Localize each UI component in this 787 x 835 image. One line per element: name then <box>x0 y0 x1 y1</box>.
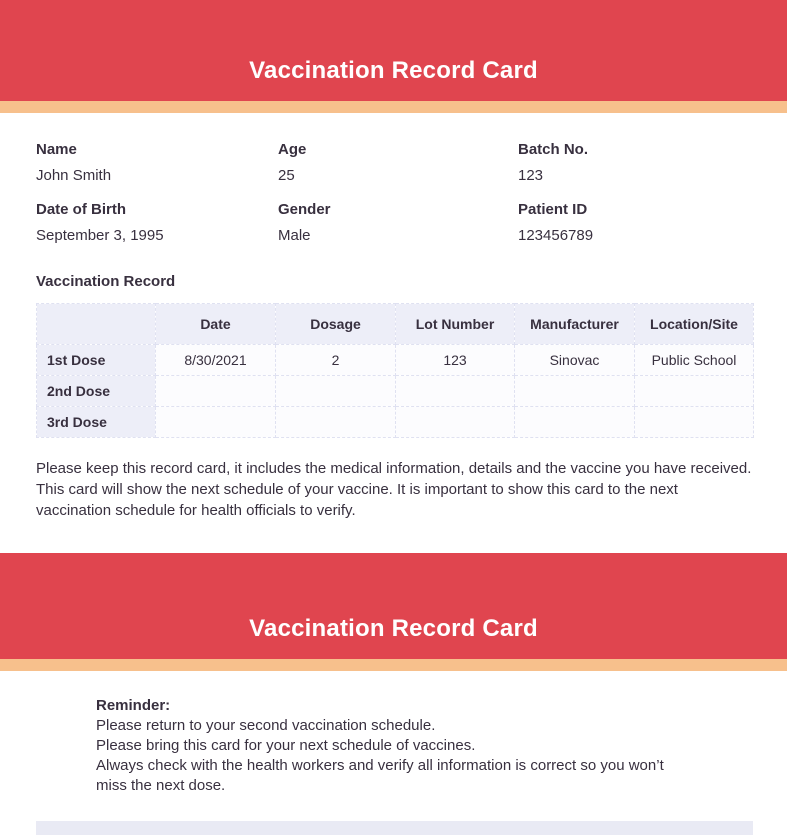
reminder-line-3: Always check with the health workers and verify all information is correct so you won’t miss the next dose. <box>96 757 664 794</box>
reminder-line-1: Please return to your second vaccination schedule. <box>96 717 436 734</box>
column-header-date: Date <box>156 304 276 345</box>
cell-second-dose-location-site <box>635 376 754 407</box>
column-header-location-site: Location/Site <box>635 304 754 345</box>
cell-first-dose-lot-number: 123 <box>396 345 515 376</box>
field-name-label: Name <box>36 141 77 158</box>
cell-first-dose-location-site: Public School <box>635 345 754 376</box>
reminder-section <box>96 696 751 796</box>
column-header-manufacturer: Manufacturer <box>515 304 635 345</box>
field-age-label: Age <box>278 141 307 158</box>
cell-second-dose-date <box>156 376 276 407</box>
row-label-third-dose: 3rd Dose <box>37 407 156 438</box>
vaccination-record-table <box>36 303 754 438</box>
field-batch-no <box>518 141 753 184</box>
cell-second-dose-manufacturer <box>515 376 635 407</box>
field-batch-no-label: Batch No. <box>518 141 589 158</box>
cell-second-dose-dosage <box>276 376 396 407</box>
second-banner-title: Vaccination Record Card <box>249 615 538 642</box>
partial-table-header-bar <box>36 821 753 835</box>
cell-third-dose-manufacturer <box>515 407 635 438</box>
field-gender-label: Gender <box>278 201 331 218</box>
field-patient-id <box>518 201 753 244</box>
column-header-dosage: Dosage <box>276 304 396 345</box>
column-header-lot-number: Lot Number <box>396 304 515 345</box>
field-patient-id-value: 123456789 <box>518 227 594 244</box>
field-batch-no-value: 123 <box>518 167 544 184</box>
patient-info-section <box>36 141 753 261</box>
field-gender-value: Male <box>278 227 311 244</box>
record-keep-note: Please keep this record card, it includes the medical information, details and the vaccine you have received. This card will show the next schedule of your vaccine. It is important to show this card to the next vaccination schedule for health officials to verify. <box>36 460 752 519</box>
cell-first-dose-dosage: 2 <box>276 345 396 376</box>
table-header-row <box>37 304 754 345</box>
cell-second-dose-lot-number <box>396 376 515 407</box>
field-gender <box>278 201 518 244</box>
second-banner <box>0 553 787 659</box>
second-banner-accent-strip <box>0 659 787 671</box>
vaccination-record-heading: Vaccination Record <box>36 273 176 290</box>
row-label-first-dose: 1st Dose <box>37 345 156 376</box>
field-date-of-birth-value: September 3, 1995 <box>36 227 164 244</box>
reminder-line-2: Please bring this card for your next schedule of vaccines. <box>96 737 476 754</box>
field-age <box>278 141 518 184</box>
page-title: Vaccination Record Card <box>249 57 538 84</box>
cell-first-dose-date: 8/30/2021 <box>156 345 276 376</box>
table-row-first-dose <box>37 345 754 376</box>
field-date-of-birth-label: Date of Birth <box>36 201 126 218</box>
field-name <box>36 141 278 184</box>
table-row-second-dose <box>37 376 754 407</box>
column-header-dose <box>37 304 156 345</box>
cell-third-dose-dosage <box>276 407 396 438</box>
reminder-heading: Reminder: <box>96 697 171 714</box>
field-date-of-birth <box>36 201 278 244</box>
cell-third-dose-date <box>156 407 276 438</box>
cell-first-dose-manufacturer: Sinovac <box>515 345 635 376</box>
field-name-value: John Smith <box>36 167 112 184</box>
field-age-value: 25 <box>278 167 295 184</box>
cell-third-dose-lot-number <box>396 407 515 438</box>
header-accent-strip <box>0 101 787 113</box>
field-patient-id-label: Patient ID <box>518 201 588 218</box>
cell-third-dose-location-site <box>635 407 754 438</box>
header-banner <box>0 0 787 101</box>
table-row-third-dose <box>37 407 754 438</box>
row-label-second-dose: 2nd Dose <box>37 376 156 407</box>
